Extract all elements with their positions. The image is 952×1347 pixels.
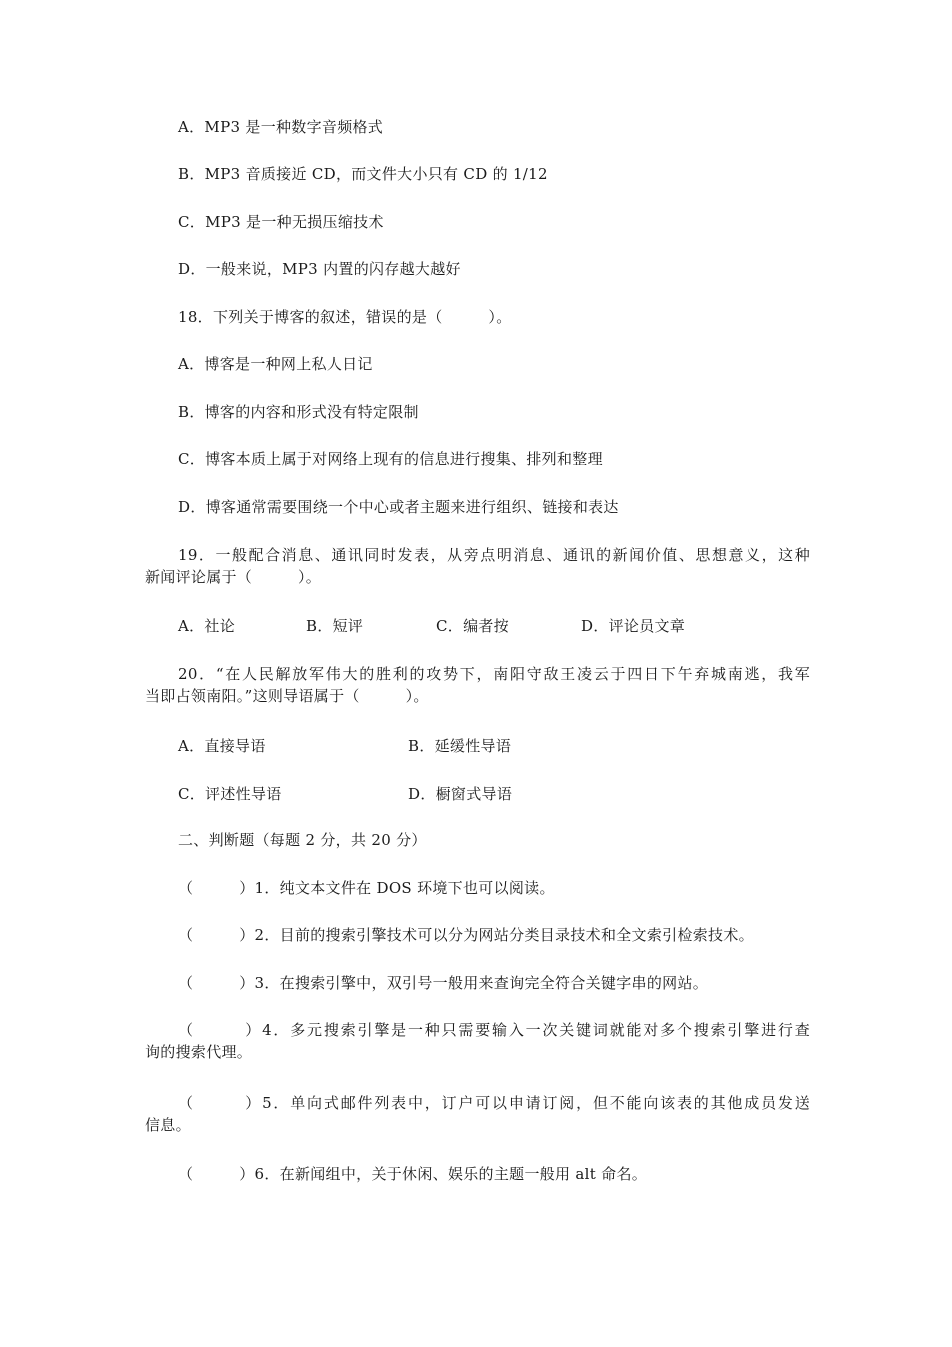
q19-stem (145, 544, 810, 588)
q17-option-a: A．MP3 是一种数字音频格式 (178, 118, 384, 136)
q19-option-d: D．评论员文章 (581, 617, 686, 635)
judge-item-4-line2: 询的搜索代理。 (145, 1043, 253, 1061)
q19-option-b: B．短评 (306, 617, 364, 635)
judge-item-5-line2: 信息。 (145, 1116, 191, 1134)
judge-item-5 (145, 1092, 810, 1136)
section2-heading: 二、判断题（每题 2 分，共 20 分） (178, 831, 427, 849)
q20-stem-line1: 20．“在人民解放军伟大的胜利的攻势下，南阳守敌王凌云于四日下午弃城南逃，我军 (178, 665, 810, 683)
q18-option-b: B．博客的内容和形式没有特定限制 (178, 403, 419, 421)
q20-option-a: A．直接导语 (178, 737, 266, 755)
q19-option-c: C．编者按 (436, 617, 509, 635)
q17-option-c: C．MP3 是一种无损压缩技术 (178, 213, 384, 231)
judge-item-6: （ ）6．在新闻组中，关于休闲、娱乐的主题一般用 alt 命名。 (178, 1165, 648, 1183)
q19-stem-line2: 新闻评论属于（ ）。 (145, 568, 322, 586)
q18-option-d: D．博客通常需要围绕一个中心或者主题来进行组织、链接和表达 (178, 498, 619, 516)
q20-option-b: B．延缓性导语 (408, 737, 512, 755)
q18-option-a: A．博客是一种网上私人日记 (178, 355, 373, 373)
q19-option-a: A．社论 (178, 617, 236, 635)
q20-stem-line2: 当即占领南阳。”这则导语属于（ ）。 (145, 687, 429, 705)
q17-option-b: B．MP3 音质接近 CD，而文件大小只有 CD 的 1/12 (178, 165, 548, 183)
judge-item-4 (145, 1019, 810, 1063)
q18-stem: 18．下列关于博客的叙述，错误的是（ ）。 (178, 308, 512, 326)
judge-item-1: （ ）1．纯文本文件在 DOS 环境下也可以阅读。 (178, 879, 555, 897)
q18-option-c: C．博客本质上属于对网络上现有的信息进行搜集、排列和整理 (178, 450, 603, 468)
judge-item-5-line1: （ ）5．单向式邮件列表中，订户可以申请订阅，但不能向该表的其他成员发送 (178, 1094, 810, 1112)
judge-item-2: （ ）2．目前的搜索引擎技术可以分为网站分类目录技术和全文索引检索技术。 (178, 926, 754, 944)
q17-option-d: D．一般来说，MP3 内置的闪存越大越好 (178, 260, 461, 278)
q20-option-d: D．橱窗式导语 (408, 785, 513, 803)
q20-stem (145, 663, 810, 707)
q20-option-c: C．评述性导语 (178, 785, 282, 803)
judge-item-4-line1: （ ）4．多元搜索引擎是一种只需要输入一次关键词就能对多个搜索引擎进行查 (178, 1021, 810, 1039)
q19-stem-line1: 19．一般配合消息、通讯同时发表，从旁点明消息、通讯的新闻价值、思想意义，这种 (178, 546, 810, 564)
judge-item-3: （ ）3．在搜索引擎中，双引号一般用来查询完全符合关键字串的网站。 (178, 974, 709, 992)
